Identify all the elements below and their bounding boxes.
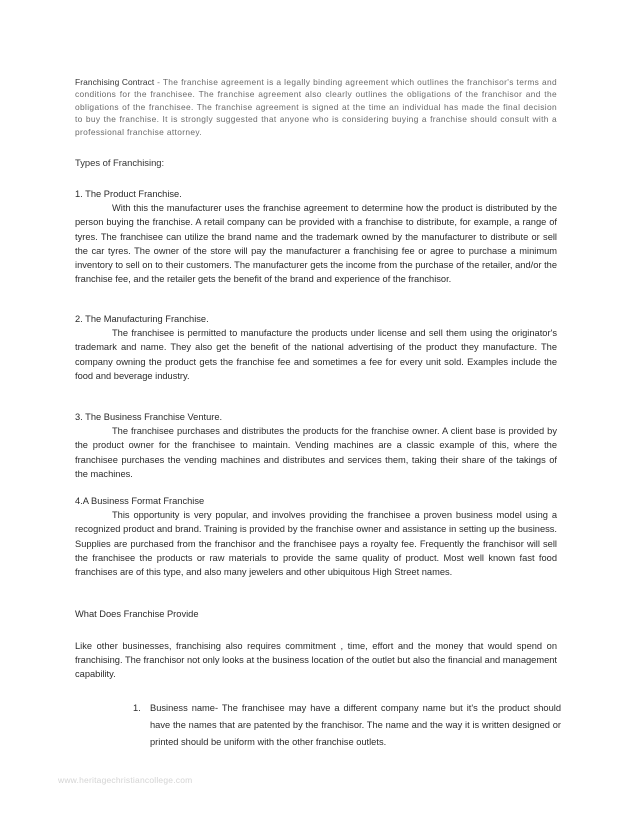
watermark: www.heritagechristiancollege.com bbox=[58, 775, 193, 785]
section-body: The franchisee is permitted to manufacture the products under license and sell them using the originator's trademark and name. They also get the benefit of the national advertising of the product they manufacture. The company owning the product gets the franchise fee and sometimes a fee for every unit sold. Examples include the food and beverage industry. bbox=[75, 328, 557, 381]
section-title: 4.A Business Format Franchise bbox=[75, 496, 205, 506]
intro-paragraph bbox=[75, 76, 557, 138]
like-paragraph: Like other businesses, franchising also requires commitment , time, effort and the money that would spend on franchising. The franchisor not only looks at the business location of the outlet but also the financial and management capability. bbox=[75, 641, 558, 680]
list-item-text: Business name- The franchisee may have a different company name but it's the product should have the names that are patented by the franchisor. The name and the way it is written designed or printed should be uniform with the other franchise outlets. bbox=[150, 703, 561, 747]
section-title: 2. The Manufacturing Franchise. bbox=[75, 314, 209, 324]
list-item-number: 1. bbox=[133, 703, 141, 713]
section-body: With this the manufacturer uses the franchise agreement to determine how the product is distributed by the person buying the franchise. A retail company can be provided with a franchise to distribute, for example, a range of tyres. The franchisee can utilize the brand name and the trademark owned by the manufacturer to distribute or sell the car tyres. The owner of the store will pay the manufacturer a franchising fee or agree to purchase a minimum inventory to sell on to their customers. The manufacturer gets the income from the purchase of the retailer, and/or the franchise fee, and the retailer gets the benefit of the brand and experience of the franchisor. bbox=[75, 203, 557, 285]
section-product-franchise bbox=[75, 187, 557, 286]
section-business-format-franchise bbox=[75, 494, 557, 579]
intro-text: - The franchise agreement is a legally binding agreement which outlines the franchisor's terms and conditions for the franchisee. The franchise agreement also clearly outlines the obligations of the franchisor and the obligations of the franchisee. The franchise agreement is signed at the time an individual has made the final decision to buy the franchise. It is strongly suggested that anyone who is considering buying a franchise should consult with a professional franchise attorney. bbox=[75, 77, 557, 137]
section-title: 1. The Product Franchise. bbox=[75, 189, 182, 199]
section-title: 3. The Business Franchise Venture. bbox=[75, 412, 223, 422]
section-body: The franchisee purchases and distributes the products for the franchise owner. A client base is provided by the product owner for the franchisee to maintain. Vending machines are a classic example of this, where the franchisee purchases the vending machines and distributes and services them, taking their share of the takings of the machines. bbox=[75, 426, 557, 479]
types-heading: Types of Franchising: bbox=[75, 157, 165, 168]
list-item bbox=[133, 700, 561, 751]
what-heading: What Does Franchise Provide bbox=[75, 609, 199, 619]
section-business-franchise-venture bbox=[75, 410, 557, 481]
section-manufacturing-franchise bbox=[75, 312, 557, 383]
section-body: This opportunity is very popular, and involves providing the franchisee a proven business model using a recognized product and brand. Training is provided by the franchise owner and assistance in setting up the business. Supplies are purchased from the franchisor and the franchisee pays a royalty fee. Frequently the franchisor will sell the franchisee the products or raw materials to provide the same quality of product. Most well known fast food franchises are of this type, and also many jewelers and other ubiquitous High Street names. bbox=[75, 510, 557, 578]
numbered-list bbox=[133, 700, 561, 751]
intro-lead: Franchising Contract bbox=[75, 77, 155, 87]
